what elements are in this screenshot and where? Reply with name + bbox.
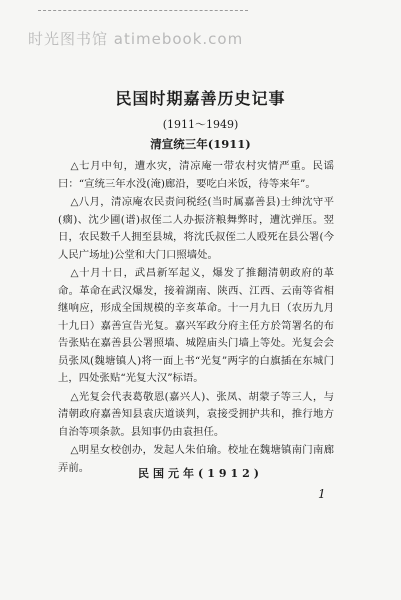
top-rule (38, 10, 248, 12)
section-heading: 清宣统三年(1911) (150, 137, 251, 151)
paragraph: △八月，清凉庵农民责问税经(当时属嘉善县)士绅沈守平(瘸)、沈少圃(谱)叔侄二人办振济粮舞弊时，遭沈弹压。翌日，农民数千人拥至县城，将沈氏叔侄二人殴死在县公署(今人民广场址)公堂和大门口照墙处。 (58, 196, 334, 261)
paragraph: △明星女校创办，发起人朱伯瑜。校址在魏塘镇南门南廊弄前。 (58, 444, 334, 474)
next-section-heading: 民国元年(1912) (137, 467, 264, 480)
paragraph: △光复会代表葛敬恩(嘉兴人)、张凤、胡蒙子等三人，与清朝政府嘉善知县袁庆道谈判，袁接受拥护共和，推行地方自治等项条款。县知事仍由袁担任。 (58, 390, 334, 438)
body-text (58, 158, 334, 478)
year-range: (1911～1949) (162, 118, 239, 131)
paragraph: △十月十日，武昌新军起义，爆发了推翻清朝政府的革命。革命在武汉爆发，接着湖南、陕西、江西、云南等省相继响应，形成全国规模的辛亥革命。十一月九日（农历九月十九日）嘉善宣告光复。嘉兴军政分府主任方於笥署名的布告张贴在嘉善县公署照墙、城隍庙头门墙上等处。光复会会员张凤(魏塘镇人)将一面上书“光复”两字的白旗插在东城门上，四处张贴“光复大汉”标语。 (58, 267, 334, 384)
paragraph: △七月中旬，遭水灾，清凉庵一带农村灾情严重。民谣曰：“宣统三年水没(淹)廊沿，要吃白米饭，待等来年”。 (58, 160, 334, 190)
watermark: 时光图书馆 atimebook.com (28, 30, 244, 48)
page-number: 1 (318, 487, 326, 501)
page-title: 民国时期嘉善历史记事 (115, 89, 286, 108)
